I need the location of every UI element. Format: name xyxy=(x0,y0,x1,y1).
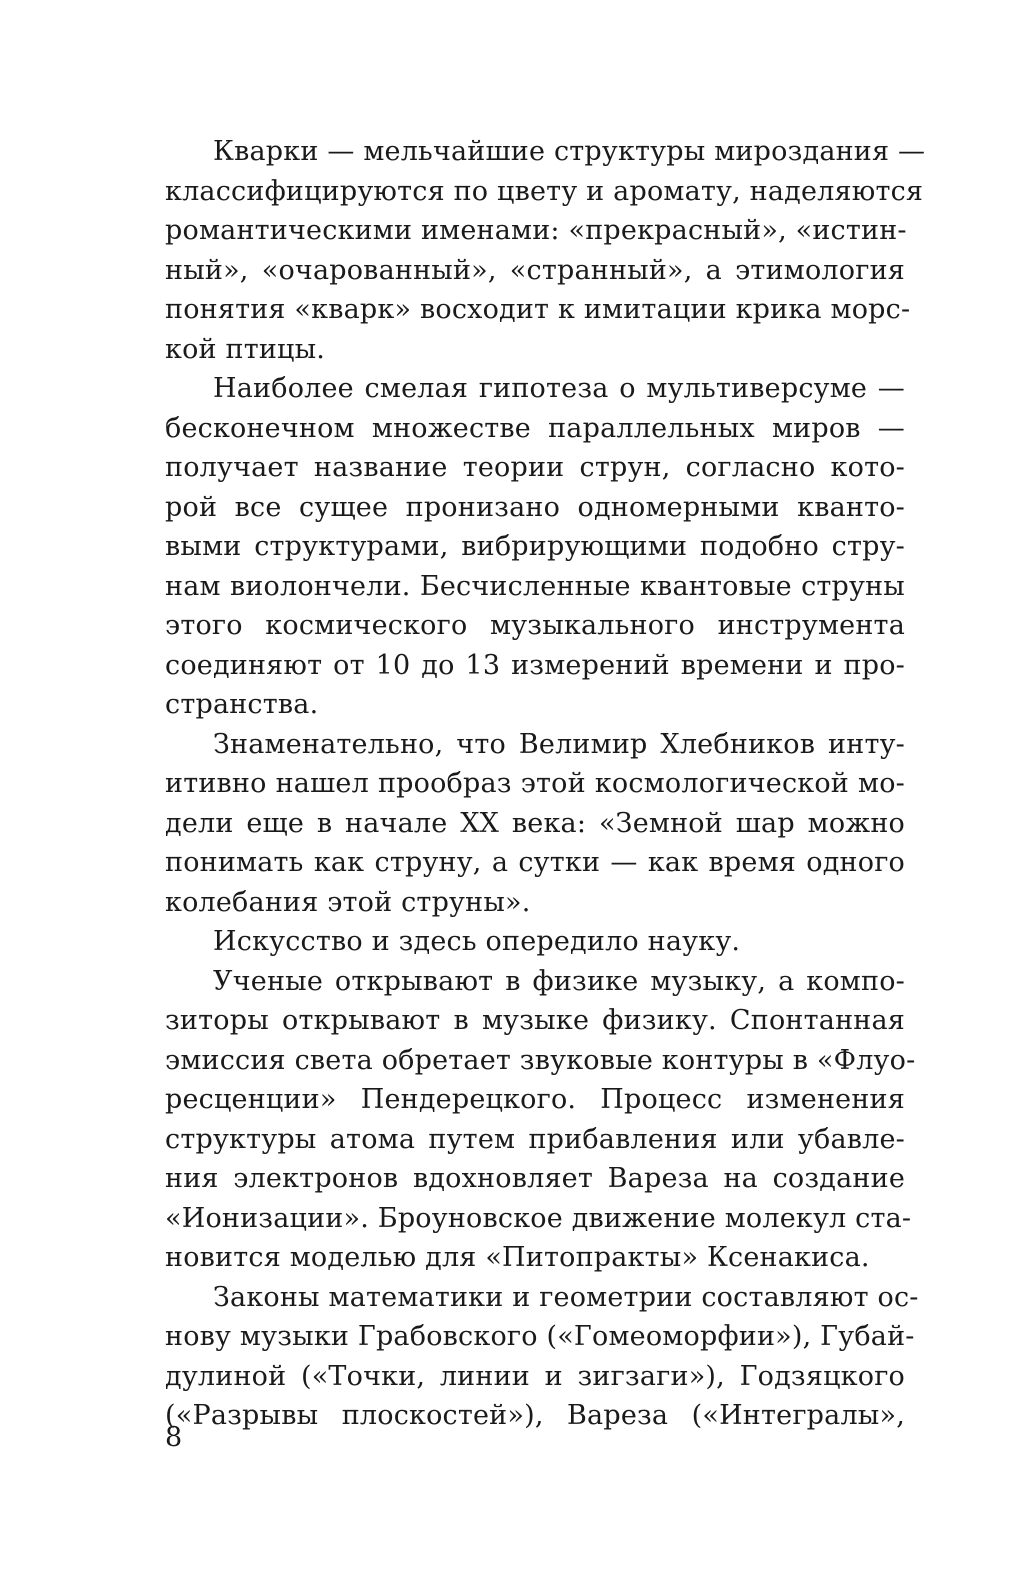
text-line: нам виолончели. Бесчисленные квантовые струны xyxy=(165,570,905,602)
text-line: Кварки — мельчайшие структуры мироздания — xyxy=(213,136,926,167)
text-line: Наиболее смелая гипотеза о мультиверсуме — xyxy=(213,373,905,404)
text-line: классифицируются по цвету и аромату, наделяются xyxy=(165,175,924,207)
text-line: ресценции» Пендерецкого. Процесс изменения xyxy=(165,1084,905,1115)
text-line: «Ионизации». Броуновское движение молекул ста- xyxy=(165,1202,912,1234)
paragraph xyxy=(165,962,916,1278)
text-line: странства. xyxy=(165,689,319,720)
text-line: рой все сущее пронизано одномерными кванто- xyxy=(165,491,905,523)
page-number: 8 xyxy=(165,1422,183,1453)
text-line: Знаменательно, что Велимир Хлебников инту- xyxy=(213,728,905,760)
text-line: ный», «очарованный», «странный», а этимология xyxy=(165,254,905,286)
text-line: выми структурами, вибрирующими подобно стру- xyxy=(165,531,905,562)
text-line: понятия «кварк» восходит к имитации крика морс- xyxy=(165,294,911,325)
paragraph xyxy=(165,369,905,725)
text-line: нову музыки Грабовского («Гомеоморфии»), Губай- xyxy=(165,1321,915,1352)
text-line: соединяют от 10 до 13 измерений времени и про- xyxy=(165,649,905,681)
text-line: Ученые открывают в физике музыку, а компо- xyxy=(213,965,905,997)
text-line: («Разрывы плоскостей»), Вареза («Интегралы», xyxy=(165,1400,905,1431)
text-line: ния электронов вдохновляет Вареза на создание xyxy=(165,1163,905,1194)
text-line: структуры атома путем прибавления или убавле- xyxy=(165,1123,905,1155)
text-line: итивно нашел прообраз этой космологической мо- xyxy=(165,768,905,799)
text-line: бесконечном множестве параллельных миров — xyxy=(165,412,905,444)
text-line: дели еще в начале XX века: «Земной шар можно xyxy=(165,807,905,839)
text-line: получает название теории струн, согласно кото- xyxy=(165,452,905,483)
paragraph xyxy=(165,725,905,923)
text-line: Искусство и здесь опередило науку. xyxy=(213,926,741,957)
text-line: этого космического музыкального инструмента xyxy=(165,610,905,641)
text-line: Законы математики и геометрии составляют ос- xyxy=(213,1281,919,1313)
paragraph xyxy=(165,922,905,962)
text-line: романтическими именами: «прекрасный», «истин- xyxy=(165,215,907,246)
text-line: новится моделью для «Питопракты» Ксенакиса. xyxy=(165,1242,870,1273)
paragraph xyxy=(165,1278,919,1436)
text-line: эмиссия света обретает звуковые контуры в «Флуо- xyxy=(165,1044,916,1076)
body-text xyxy=(165,132,926,1436)
text-line: понимать как струну, а сутки — как время одного xyxy=(165,847,905,878)
text-line: дулиной («Точки, линии и зигзаги»), Годзяцкого xyxy=(165,1360,905,1392)
text-line: кой птицы. xyxy=(165,333,326,365)
text-line: зиторы открывают в музыке физику. Спонтанная xyxy=(165,1005,905,1036)
paragraph xyxy=(165,132,926,369)
text-line: колебания этой струны». xyxy=(165,886,531,918)
